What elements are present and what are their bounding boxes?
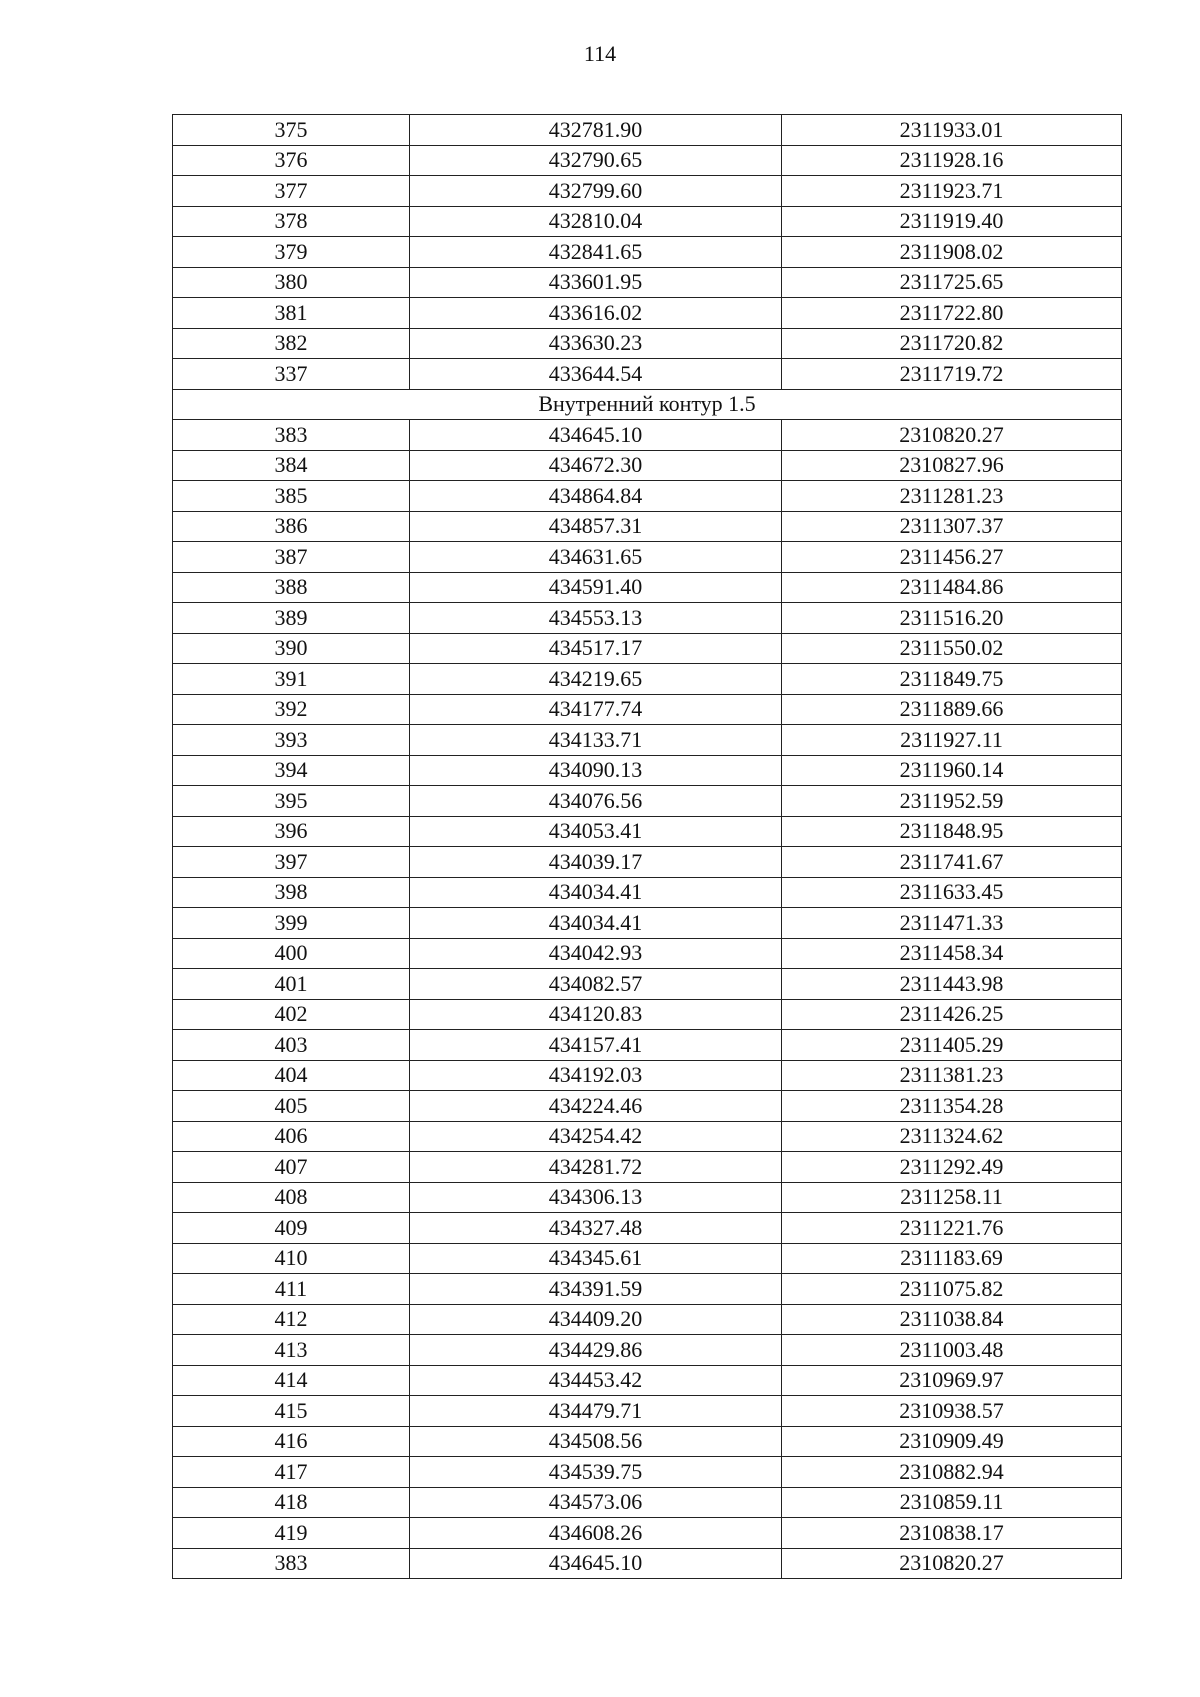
point-number-cell: 390 <box>173 633 410 664</box>
table-row <box>173 1396 1122 1427</box>
y-coordinate-cell: 2310827.96 <box>782 450 1122 481</box>
y-coordinate-cell: 2311354.28 <box>782 1091 1122 1122</box>
x-coordinate-cell: 434157.41 <box>410 1030 782 1061</box>
table-row <box>173 1274 1122 1305</box>
y-coordinate-cell: 2311443.98 <box>782 969 1122 1000</box>
y-coordinate-cell: 2311324.62 <box>782 1121 1122 1152</box>
table-row <box>173 359 1122 390</box>
table-row <box>173 145 1122 176</box>
table-row <box>173 206 1122 237</box>
y-coordinate-cell: 2311458.34 <box>782 938 1122 969</box>
x-coordinate-cell: 434082.57 <box>410 969 782 1000</box>
x-coordinate-cell: 432841.65 <box>410 237 782 268</box>
x-coordinate-cell: 434076.56 <box>410 786 782 817</box>
table-row <box>173 1518 1122 1549</box>
table-row <box>173 694 1122 725</box>
x-coordinate-cell: 432810.04 <box>410 206 782 237</box>
table-row <box>173 816 1122 847</box>
y-coordinate-cell: 2310838.17 <box>782 1518 1122 1549</box>
point-number-cell: 400 <box>173 938 410 969</box>
table-row <box>173 176 1122 207</box>
table-row <box>173 481 1122 512</box>
y-coordinate-cell: 2311933.01 <box>782 115 1122 146</box>
x-coordinate-cell: 434281.72 <box>410 1152 782 1183</box>
y-coordinate-cell: 2311960.14 <box>782 755 1122 786</box>
point-number-cell: 401 <box>173 969 410 1000</box>
y-coordinate-cell: 2311927.11 <box>782 725 1122 756</box>
x-coordinate-cell: 432790.65 <box>410 145 782 176</box>
table-row <box>173 725 1122 756</box>
x-coordinate-cell: 434553.13 <box>410 603 782 634</box>
table-row <box>173 603 1122 634</box>
x-coordinate-cell: 434591.40 <box>410 572 782 603</box>
table-row <box>173 786 1122 817</box>
x-coordinate-cell: 434192.03 <box>410 1060 782 1091</box>
x-coordinate-cell: 433616.02 <box>410 298 782 329</box>
x-coordinate-cell: 434645.10 <box>410 420 782 451</box>
table-row <box>173 999 1122 1030</box>
y-coordinate-cell: 2311471.33 <box>782 908 1122 939</box>
table-row <box>173 1182 1122 1213</box>
x-coordinate-cell: 434645.10 <box>410 1548 782 1579</box>
x-coordinate-cell: 434631.65 <box>410 542 782 573</box>
x-coordinate-cell: 434133.71 <box>410 725 782 756</box>
point-number-cell: 404 <box>173 1060 410 1091</box>
point-number-cell: 419 <box>173 1518 410 1549</box>
y-coordinate-cell: 2311292.49 <box>782 1152 1122 1183</box>
point-number-cell: 409 <box>173 1213 410 1244</box>
y-coordinate-cell: 2311550.02 <box>782 633 1122 664</box>
x-coordinate-cell: 434429.86 <box>410 1335 782 1366</box>
y-coordinate-cell: 2311281.23 <box>782 481 1122 512</box>
page-number: 114 <box>583 41 617 66</box>
point-number-cell: 418 <box>173 1487 410 1518</box>
table-row <box>173 908 1122 939</box>
x-coordinate-cell: 434517.17 <box>410 633 782 664</box>
x-coordinate-cell: 434327.48 <box>410 1213 782 1244</box>
point-number-cell: 396 <box>173 816 410 847</box>
table-row <box>173 328 1122 359</box>
y-coordinate-cell: 2311075.82 <box>782 1274 1122 1305</box>
table-row <box>173 542 1122 573</box>
x-coordinate-cell: 434391.59 <box>410 1274 782 1305</box>
point-number-cell: 393 <box>173 725 410 756</box>
y-coordinate-cell: 2311952.59 <box>782 786 1122 817</box>
point-number-cell: 403 <box>173 1030 410 1061</box>
point-number-cell: 417 <box>173 1457 410 1488</box>
x-coordinate-cell: 434120.83 <box>410 999 782 1030</box>
x-coordinate-cell: 434219.65 <box>410 664 782 695</box>
table-row <box>173 511 1122 542</box>
point-number-cell: 413 <box>173 1335 410 1366</box>
y-coordinate-cell: 2311381.23 <box>782 1060 1122 1091</box>
y-coordinate-cell: 2311221.76 <box>782 1213 1122 1244</box>
point-number-cell: 389 <box>173 603 410 634</box>
point-number-cell: 408 <box>173 1182 410 1213</box>
point-number-cell: 391 <box>173 664 410 695</box>
table-row <box>173 1213 1122 1244</box>
y-coordinate-cell: 2311719.72 <box>782 359 1122 390</box>
y-coordinate-cell: 2310969.97 <box>782 1365 1122 1396</box>
x-coordinate-cell: 434479.71 <box>410 1396 782 1427</box>
x-coordinate-cell: 434177.74 <box>410 694 782 725</box>
point-number-cell: 397 <box>173 847 410 878</box>
table-row <box>173 1060 1122 1091</box>
point-number-cell: 386 <box>173 511 410 542</box>
x-coordinate-cell: 434345.61 <box>410 1243 782 1274</box>
y-coordinate-cell: 2311741.67 <box>782 847 1122 878</box>
x-coordinate-cell: 434053.41 <box>410 816 782 847</box>
point-number-cell: 399 <box>173 908 410 939</box>
table-row <box>173 1243 1122 1274</box>
y-coordinate-cell: 2310820.27 <box>782 1548 1122 1579</box>
x-coordinate-cell: 434508.56 <box>410 1426 782 1457</box>
y-coordinate-cell: 2311258.11 <box>782 1182 1122 1213</box>
x-coordinate-cell: 433644.54 <box>410 359 782 390</box>
point-number-cell: 337 <box>173 359 410 390</box>
table-row <box>173 1365 1122 1396</box>
x-coordinate-cell: 434539.75 <box>410 1457 782 1488</box>
y-coordinate-cell: 2311003.48 <box>782 1335 1122 1366</box>
y-coordinate-cell: 2311919.40 <box>782 206 1122 237</box>
x-coordinate-cell: 434409.20 <box>410 1304 782 1335</box>
table-row <box>173 877 1122 908</box>
y-coordinate-cell: 2311720.82 <box>782 328 1122 359</box>
table-row <box>173 1487 1122 1518</box>
table-row <box>173 755 1122 786</box>
x-coordinate-cell: 433630.23 <box>410 328 782 359</box>
point-number-cell: 402 <box>173 999 410 1030</box>
x-coordinate-cell: 434034.41 <box>410 877 782 908</box>
x-coordinate-cell: 434042.93 <box>410 938 782 969</box>
x-coordinate-cell: 434857.31 <box>410 511 782 542</box>
point-number-cell: 405 <box>173 1091 410 1122</box>
point-number-cell: 415 <box>173 1396 410 1427</box>
table-row <box>173 847 1122 878</box>
table-row <box>173 572 1122 603</box>
point-number-cell: 378 <box>173 206 410 237</box>
y-coordinate-cell: 2311928.16 <box>782 145 1122 176</box>
coordinates-table <box>172 114 1122 1579</box>
y-coordinate-cell: 2310882.94 <box>782 1457 1122 1488</box>
x-coordinate-cell: 433601.95 <box>410 267 782 298</box>
y-coordinate-cell: 2311426.25 <box>782 999 1122 1030</box>
point-number-cell: 416 <box>173 1426 410 1457</box>
point-number-cell: 385 <box>173 481 410 512</box>
coordinates-table-body <box>173 115 1122 1579</box>
table-row <box>173 1121 1122 1152</box>
x-coordinate-cell: 434608.26 <box>410 1518 782 1549</box>
y-coordinate-cell: 2311038.84 <box>782 1304 1122 1335</box>
point-number-cell: 379 <box>173 237 410 268</box>
table-row <box>173 450 1122 481</box>
y-coordinate-cell: 2311307.37 <box>782 511 1122 542</box>
table-row <box>173 237 1122 268</box>
point-number-cell: 411 <box>173 1274 410 1305</box>
y-coordinate-cell: 2311633.45 <box>782 877 1122 908</box>
table-row <box>173 1030 1122 1061</box>
point-number-cell: 375 <box>173 115 410 146</box>
x-coordinate-cell: 434672.30 <box>410 450 782 481</box>
y-coordinate-cell: 2311923.71 <box>782 176 1122 207</box>
point-number-cell: 394 <box>173 755 410 786</box>
point-number-cell: 380 <box>173 267 410 298</box>
y-coordinate-cell: 2311889.66 <box>782 694 1122 725</box>
y-coordinate-cell: 2311848.95 <box>782 816 1122 847</box>
x-coordinate-cell: 434224.46 <box>410 1091 782 1122</box>
table-row <box>173 1426 1122 1457</box>
x-coordinate-cell: 434254.42 <box>410 1121 782 1152</box>
point-number-cell: 412 <box>173 1304 410 1335</box>
table-row <box>173 1152 1122 1183</box>
section-header-row <box>173 389 1122 420</box>
x-coordinate-cell: 434453.42 <box>410 1365 782 1396</box>
y-coordinate-cell: 2311405.29 <box>782 1030 1122 1061</box>
point-number-cell: 410 <box>173 1243 410 1274</box>
point-number-cell: 395 <box>173 786 410 817</box>
x-coordinate-cell: 432781.90 <box>410 115 782 146</box>
y-coordinate-cell: 2310909.49 <box>782 1426 1122 1457</box>
y-coordinate-cell: 2310859.11 <box>782 1487 1122 1518</box>
point-number-cell: 376 <box>173 145 410 176</box>
x-coordinate-cell: 434573.06 <box>410 1487 782 1518</box>
y-coordinate-cell: 2311908.02 <box>782 237 1122 268</box>
x-coordinate-cell: 434034.41 <box>410 908 782 939</box>
point-number-cell: 382 <box>173 328 410 359</box>
table-row <box>173 298 1122 329</box>
table-row <box>173 664 1122 695</box>
point-number-cell: 407 <box>173 1152 410 1183</box>
point-number-cell: 377 <box>173 176 410 207</box>
x-coordinate-cell: 434864.84 <box>410 481 782 512</box>
point-number-cell: 398 <box>173 877 410 908</box>
table-row <box>173 115 1122 146</box>
table-row <box>173 938 1122 969</box>
table-row <box>173 420 1122 451</box>
x-coordinate-cell: 434090.13 <box>410 755 782 786</box>
point-number-cell: 384 <box>173 450 410 481</box>
y-coordinate-cell: 2311725.65 <box>782 267 1122 298</box>
point-number-cell: 388 <box>173 572 410 603</box>
point-number-cell: 381 <box>173 298 410 329</box>
y-coordinate-cell: 2311484.86 <box>782 572 1122 603</box>
table-row <box>173 267 1122 298</box>
x-coordinate-cell: 434306.13 <box>410 1182 782 1213</box>
table-row <box>173 1091 1122 1122</box>
table-row <box>173 1548 1122 1579</box>
y-coordinate-cell: 2311722.80 <box>782 298 1122 329</box>
x-coordinate-cell: 432799.60 <box>410 176 782 207</box>
point-number-cell: 383 <box>173 420 410 451</box>
y-coordinate-cell: 2311183.69 <box>782 1243 1122 1274</box>
y-coordinate-cell: 2311516.20 <box>782 603 1122 634</box>
section-header-label: Внутренний контур 1.5 <box>173 389 1122 420</box>
table-row <box>173 969 1122 1000</box>
x-coordinate-cell: 434039.17 <box>410 847 782 878</box>
point-number-cell: 414 <box>173 1365 410 1396</box>
y-coordinate-cell: 2310820.27 <box>782 420 1122 451</box>
table-row <box>173 633 1122 664</box>
table-row <box>173 1304 1122 1335</box>
table-row <box>173 1457 1122 1488</box>
table-row <box>173 1335 1122 1366</box>
point-number-cell: 406 <box>173 1121 410 1152</box>
y-coordinate-cell: 2311456.27 <box>782 542 1122 573</box>
point-number-cell: 392 <box>173 694 410 725</box>
point-number-cell: 383 <box>173 1548 410 1579</box>
y-coordinate-cell: 2310938.57 <box>782 1396 1122 1427</box>
y-coordinate-cell: 2311849.75 <box>782 664 1122 695</box>
point-number-cell: 387 <box>173 542 410 573</box>
